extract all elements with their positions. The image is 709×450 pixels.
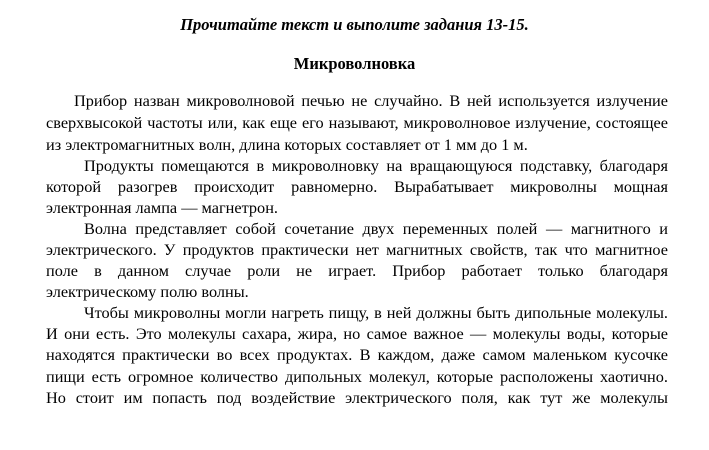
paragraph-line: Волна представляет собой сочетание двух переменных полей — магнитного и (84, 219, 668, 238)
paragraph-line: пищи есть огромное количество дипольных молекул, которые расположены хаотично. (46, 367, 668, 386)
paragraph-line: электрического. У продуктов практически нет магнитных свойств, так что магнитное (46, 240, 668, 259)
paragraph-line: которой разогрев происходит равномерно. Вырабатывает микроволны мощная (46, 177, 668, 196)
paragraph-line: из электромагнитных волн, длина которых составляет от 1 мм до 1 м. (46, 135, 528, 154)
page-title: Микроволновка (293, 54, 416, 73)
paragraph-line: находятся практически во всех продуктах. В каждом, даже самом маленьком кусочке (46, 345, 668, 364)
paragraph-line: поле в данном случае роли не играет. Прибор работает только благодаря (46, 261, 668, 280)
paragraph-line: сверхвысокой частоты или, как еще его называют, микроволновое излучение, состоящее (46, 113, 668, 132)
paragraph-line: И они есть. Это молекулы сахара, жира, но самое важное — молекулы воды, которые (46, 324, 668, 343)
paragraph-line: Продукты помещаются в микроволновку на вращающуюся подставку, благодаря (84, 156, 668, 175)
paragraph-line: электронная лампа — магнетрон. (46, 198, 278, 217)
paragraph-line: Чтобы микроволны могли нагреть пищу, в ней должны быть дипольные молекулы. (84, 303, 668, 322)
paragraph-line: Но стоит им попасть под воздействие электрического поля, как тут же молекулы (46, 388, 668, 407)
instruction-heading: Прочитайте текст и выполите задания 13-15. (180, 15, 529, 34)
paragraph-line: Прибор назван микроволновой печью не случайно. В ней используется излучение (74, 91, 668, 110)
paragraph-line: электрическому полю волны. (46, 282, 249, 301)
